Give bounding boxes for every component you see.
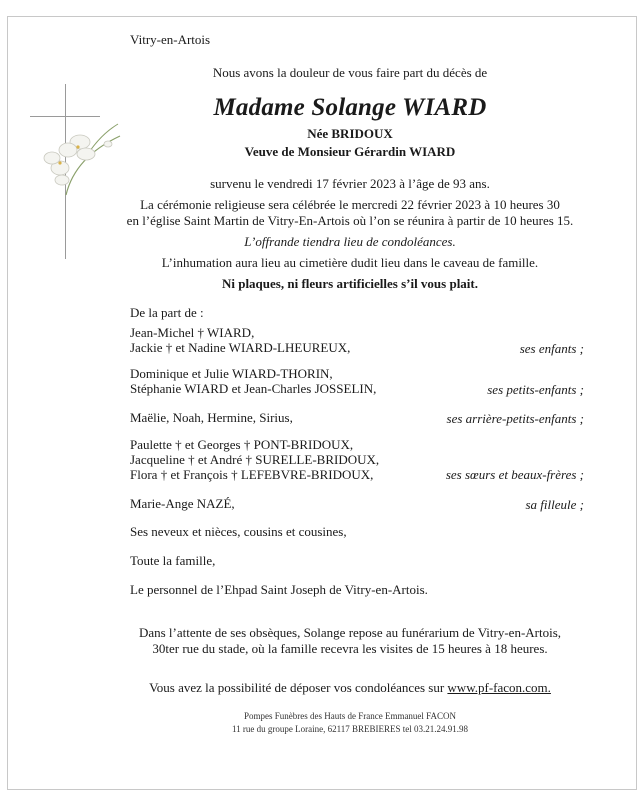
rest-line-2: 30ter rue du stade, où la famille recevra les visites de 15 heures à 18 heures.: [152, 641, 548, 656]
intro-text: Nous avons la douleur de vous faire part du décès de: [212, 65, 488, 80]
children-line-2: Jackie † et Nadine WIARD-LHEUREUX,: [130, 340, 351, 355]
no-flowers-line: Ni plaques, ni fleurs artificielles s’il vous plait.: [221, 276, 479, 291]
footer-company: Pompes Funèbres des Hauts de France Emmanuel FACON: [243, 711, 457, 721]
condolences-line: [70, 680, 630, 696]
location-top: Vitry-en-Artois: [130, 32, 211, 47]
grandchildren-line-1: Dominique et Julie WIARD-THORIN,: [130, 366, 333, 381]
goddaughter-line: Marie-Ange NAZÉ,: [130, 496, 235, 511]
grandchildren-line-2: Stéphanie WIARD et Jean-Charles JOSSELIN,: [130, 381, 377, 396]
great-grandchildren-line: Maëlie, Noah, Hermine, Sirius,: [130, 410, 293, 425]
offering-line: L’offrande tiendra lieu de condoléances.: [244, 234, 456, 249]
ceremony-line-1: La cérémonie religieuse sera célébrée le mercredi 22 février 2023 à 10 heures 30: [140, 197, 560, 212]
grandchildren-role: ses petits-enfants ;: [487, 382, 584, 397]
siblings-line-2: Jacqueline † et André † SURELLE-BRIDOUX,: [130, 452, 380, 467]
burial-line: L’inhumation aura lieu au cimetière dudit lieu dans le caveau de famille.: [161, 255, 539, 270]
ceremony-line-2: en l’église Saint Martin de Vitry-En-Artois où l’on se réunira à partir de 10 heures 15.: [126, 213, 574, 228]
staff-line: Le personnel de l’Ehpad Saint Joseph de Vitry-en-Artois.: [130, 582, 428, 597]
siblings-role: ses sœurs et beaux-frères ;: [445, 467, 584, 482]
widow-line: Veuve de Monsieur Gérardin WIARD: [244, 144, 456, 159]
siblings-line-3: Flora † et François † LEFEBVRE-BRIDOUX,: [130, 467, 374, 482]
nephews-line: Ses neveux et nièces, cousins et cousines,: [130, 524, 347, 539]
death-line: survenu le vendredi 17 février 2023 à l’âge de 93 ans.: [210, 176, 490, 191]
rest-line-1: Dans l’attente de ses obsèques, Solange repose au funérarium de Vitry-en-Artois,: [138, 625, 562, 640]
deceased-name: Madame Solange WIARD: [213, 94, 487, 121]
condolences-link[interactable]: www.pf-facon.com.: [447, 680, 551, 695]
goddaughter-role: sa filleule ;: [525, 497, 584, 512]
family-line: Toute la famille,: [130, 553, 216, 568]
great-grandchildren-role: ses arrière-petits-enfants ;: [446, 411, 584, 426]
maiden-name: Née BRIDOUX: [307, 126, 393, 141]
children-role: ses enfants ;: [519, 341, 584, 356]
condolences-text: Vous avez la possibilité de déposer vos condoléances sur: [149, 680, 445, 695]
footer-address: 11 rue du groupe Loraine, 62117 BREBIERES tel 03.21.24.91.98: [231, 724, 469, 734]
from-label: De la part de :: [130, 305, 204, 320]
siblings-line-1: Paulette † et Georges † PONT-BRIDOUX,: [130, 437, 354, 452]
children-line-1: Jean-Michel † WIARD,: [130, 325, 255, 340]
